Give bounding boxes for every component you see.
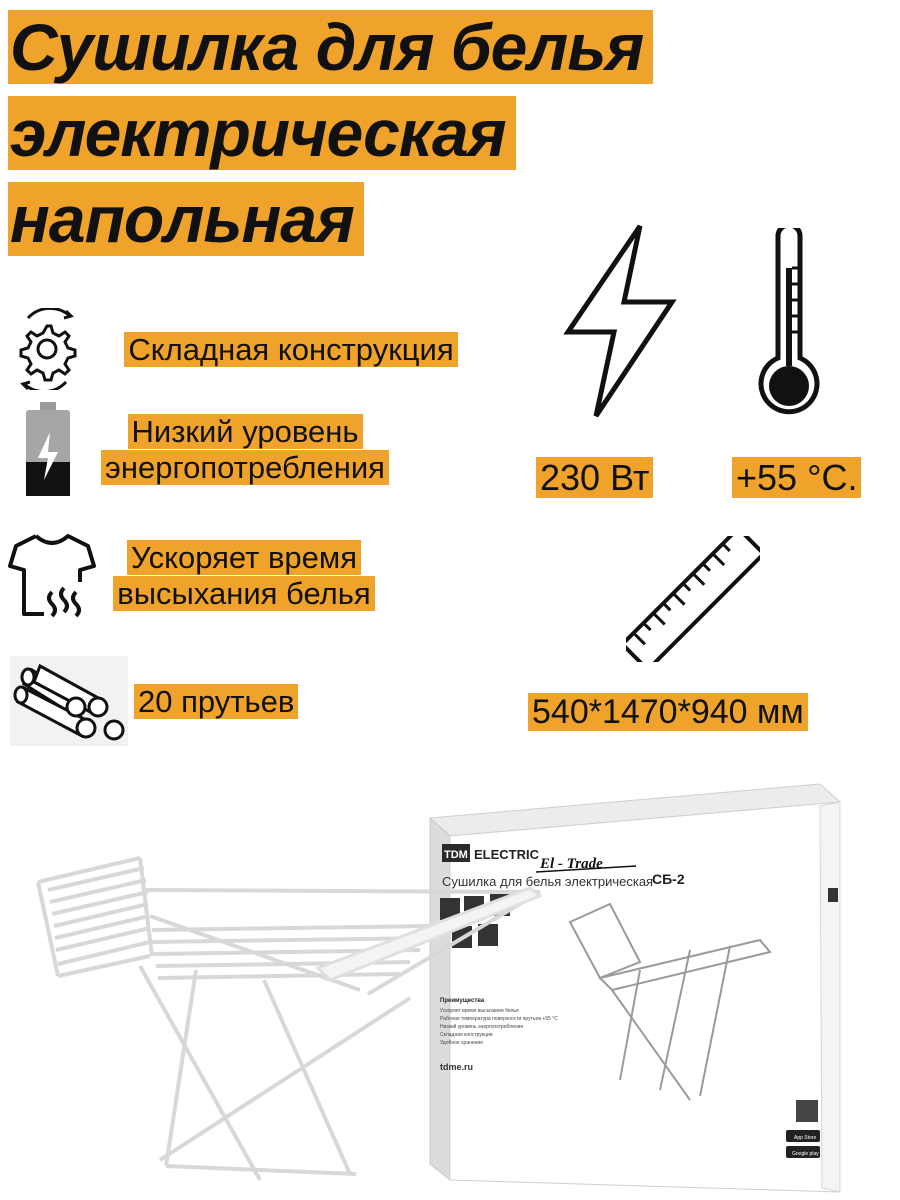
box-brand-suffix: ELECTRIC: [474, 847, 539, 862]
gear-cycle-icon: [14, 308, 80, 390]
spec-power: [536, 456, 653, 500]
lightning-icon: [562, 222, 678, 420]
box-advantage-4: Складная конструкция: [440, 1032, 493, 1038]
box-seller: El - Trade: [540, 856, 603, 872]
feature-low-energy-line2: энергопотребления: [101, 450, 389, 485]
box-advantage-2: Рабочая температура поверхности прутьев +55 °С: [440, 1016, 558, 1022]
box-advantage-3: Низкий уровень энергопотребления: [440, 1024, 524, 1030]
box-store-1: App Store: [794, 1135, 817, 1141]
feature-low-energy-line1: Низкий уровень: [128, 414, 363, 449]
product-image: [0, 780, 900, 1200]
box-product-name: Сушилка для белья электрическая: [442, 874, 654, 889]
spec-temperature: [732, 456, 861, 500]
feature-folding: [96, 332, 486, 368]
feature-folding-text: Складная конструкция: [124, 332, 457, 367]
feature-fast-drying: [94, 540, 394, 612]
box-advantage-5: Удобное хранение: [440, 1040, 483, 1046]
box-site: tdme.ru: [440, 1062, 474, 1072]
spec-temperature-value: +55 °С.: [732, 457, 861, 498]
feature-fast-drying-line1: Ускоряет время: [127, 540, 361, 575]
spec-power-value: 230 Вт: [536, 457, 653, 498]
spec-dimensions: [528, 690, 808, 734]
spec-dimensions-value: 540*1470*940 мм: [528, 693, 808, 731]
product-box: [430, 784, 840, 1192]
box-advantage-1: Ускоряет время высыхания белья: [440, 1008, 519, 1014]
title-line-3: напольная: [8, 182, 364, 256]
ruler-icon: [626, 536, 760, 662]
feature-fast-drying-line2: высыхания белья: [113, 576, 374, 611]
feature-low-energy: [80, 414, 410, 486]
feature-rods: [134, 684, 324, 720]
feature-rods-text: 20 прутьев: [134, 684, 298, 719]
box-advantages-title: Преимущества: [440, 998, 485, 1004]
thermometer-icon: [758, 228, 820, 424]
box-model: СБ-2: [652, 871, 685, 887]
box-store-2: Google play: [792, 1151, 819, 1157]
box-brand: TDM: [444, 849, 468, 861]
rods-icon: [10, 656, 128, 746]
title-line-2: электрическая: [8, 96, 516, 170]
title-line-1: Сушилка для белья: [8, 10, 653, 84]
battery-low-icon: [24, 400, 72, 498]
page-title: [8, 4, 653, 262]
tshirt-drying-icon: [8, 532, 98, 618]
